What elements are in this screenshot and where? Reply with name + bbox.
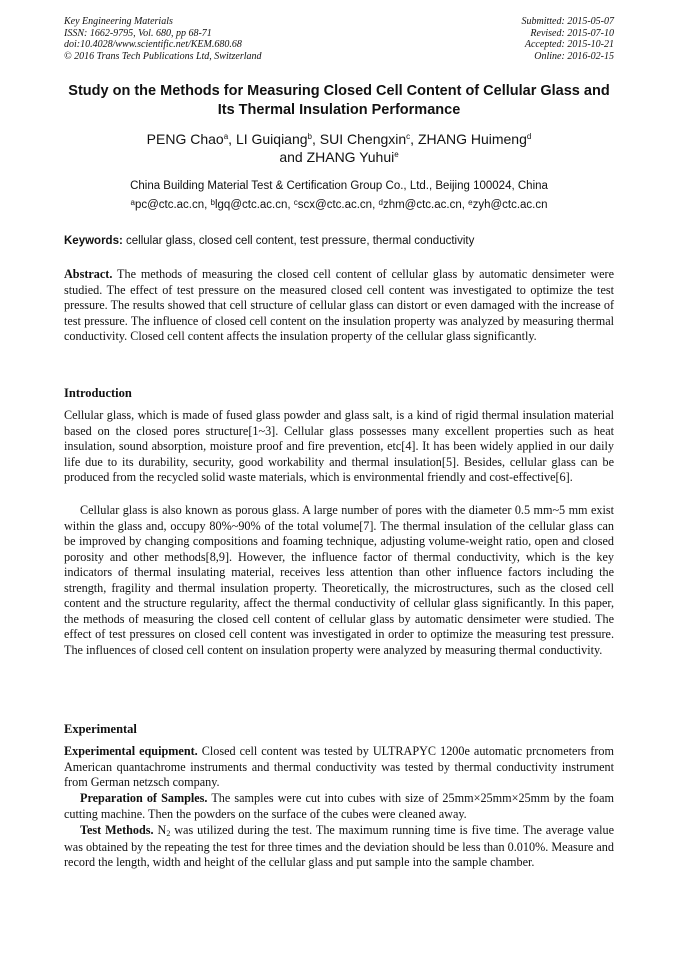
nitrogen-symbol: N <box>153 823 167 837</box>
author-name: SUI Chengxin <box>319 131 407 147</box>
email-sup: e <box>468 198 473 207</box>
journal-header-left <box>64 16 262 62</box>
author-sup: e <box>394 150 399 159</box>
author-name: ZHANG Yuhui <box>306 149 395 165</box>
preparation-text: The samples were cut into cubes with size of 25mm×25mm×25mm by the foam cutting machine. Then the powders on the surface of the cubes were cleaned away. <box>64 791 615 821</box>
doi-line: doi:10.4028/www.scientific.net/KEM.680.68 <box>64 39 242 50</box>
submitted-date: Submitted: 2015-05-07 <box>521 16 614 27</box>
keywords-text: cellular glass, closed cell content, test pressure, thermal conductivity <box>122 235 475 247</box>
affiliation: China Building Material Test & Certification Group Co., Ltd., Beijing 100024, China <box>130 180 548 192</box>
preparation-paragraph <box>64 791 614 822</box>
author-name: ZHANG Huimeng <box>417 131 527 147</box>
accepted-date: Accepted: 2015-10-21 <box>524 39 614 50</box>
issn-line: ISSN: 1662-9795, Vol. 680, pp 68-71 <box>64 27 212 39</box>
keywords-label: Keywords: <box>64 235 123 247</box>
paper-title: Study on the Methods for Measuring Closed Cell Content of Cellular Glass and Its Thermal Insulation Performance <box>68 83 610 118</box>
author-sep: , <box>312 131 320 147</box>
email-address: lgq@ctc.ac.cn <box>214 199 288 211</box>
intro-paragraph-1: Cellular glass, which is made of fused glass powder and glass salt, is a kind of rigid thermal insulation material based on the closed pores structure[1~3]. Cellular glass possesses many excellent properties such as heat insulation, sound absorption, moisture proof and fire prevention, etc[4]. It has been widely applied in our daily life due to its durability, security, good workability and thermal insulation[5]. Besides, cellular glass can be produced from the recycled solid waste materials, which is environmental friendly and cost-effective[6]. <box>64 408 614 484</box>
email-sup: b <box>210 198 215 207</box>
abstract-label: Abstract. <box>64 267 113 281</box>
journal-name: Key Engineering Materials <box>64 16 173 27</box>
email-sup: c <box>293 198 298 207</box>
author-sep: , <box>410 131 418 147</box>
author-sep: and <box>279 149 307 165</box>
author-sep: , <box>228 131 236 147</box>
keywords <box>64 234 614 248</box>
revised-date: Revised: 2015-07-10 <box>530 27 614 39</box>
section-heading-experimental: Experimental <box>64 722 137 736</box>
author-name: PENG Chao <box>146 131 224 147</box>
author-sup: b <box>307 132 312 141</box>
author-sup: c <box>406 132 411 141</box>
nitrogen-subscript: 2 <box>166 829 171 838</box>
email-address: zyh@ctc.ac.cn <box>472 199 548 211</box>
online-date: Online: 2016-02-15 <box>534 50 614 62</box>
equipment-paragraph <box>64 744 614 791</box>
test-methods-label: Test Methods. <box>80 823 154 837</box>
equipment-text: Closed cell content was tested by ULTRAPYC 1200e automatic prcnometers from American quantachrome instruments and thermal conductivity was tested by thermal conductivity instrument from German netzsch company. <box>64 744 614 789</box>
preparation-label: Preparation of Samples. <box>80 791 208 805</box>
email-address: pc@ctc.ac.cn <box>134 199 205 211</box>
author-list <box>64 130 614 166</box>
test-methods-text: was utilized during the test. The maximum running time is five time. The average value was obtained by the repeating the test for three times and the deviation should be less than 0.010%. Measure and record the length, width and height of the cellular glass and put sample into the sample chamber. <box>64 823 614 869</box>
author-name: LI Guiqiang <box>235 131 308 147</box>
copyright-line: © 2016 Trans Tech Publications Ltd, Switzerland <box>64 50 262 62</box>
author-sup: d <box>526 132 532 141</box>
email-address: scx@ctc.ac.cn <box>297 199 373 211</box>
abstract <box>64 267 614 345</box>
email-sup: d <box>378 198 383 207</box>
abstract-text: The methods of measuring the closed cell content of cellular glass by automatic densimeter were studied. The effect of test pressure on the measured closed cell content was investigated to optimize the test pressure. The results showed that cell structure of cellular glass can distort or even damaged with the increase of test pressure. The influence of closed cell content on the insulation property was analyzed by measuring thermal conductivity. Closed cell content affects the insulation property of the cellular glass significantly. <box>64 267 614 343</box>
equipment-label: Experimental equipment. <box>64 744 198 758</box>
section-heading-introduction: Introduction <box>64 386 132 400</box>
author-sup: a <box>223 132 229 141</box>
email-sup: a <box>130 198 135 207</box>
intro-paragraph-2: Cellular glass is also known as porous glass. A large number of pores with the diameter 0.5 mm~5 mm exist within the glass and, occupy 80%~90% of the total volume[7]. The thermal insulation of the cellular glass can be improved by changing compositions and foaming technique, adjusting volume-weight ratio, open and closed porosity and other methods[8,9]. However, the influence factor of thermal conductivity, which is the key indicators of thermal insulating material, receives less attention than other influence factors including the strength, fragility and thermal insulation property. Theoretically, the microstructures, such as the closed cell content and the structure regularity, affect the thermal conductivity of cellular glass significantly. In this paper, the methods of measuring the closed cell content of cellular glass by automatic densimeter were studied. The effect of test pressures on closed cell content was investigated in order to optimize the measuring test pressure. The influences of closed cell content on insulation property were analyzed by measuring thermal conductivity. <box>64 503 614 657</box>
journal-header-right <box>522 16 615 62</box>
test-methods-paragraph <box>64 823 614 871</box>
email-address: zhm@ctc.ac.cn <box>382 199 462 211</box>
email-list: $^a$pc@ctc.ac.cn, $^b$lgq@ctc.ac.cn, $^c$scx@ctc.ac.cn, $^d$zhm@ctc.ac.cn, $^e$zyh@ctc.ac.cn <box>130 198 548 211</box>
